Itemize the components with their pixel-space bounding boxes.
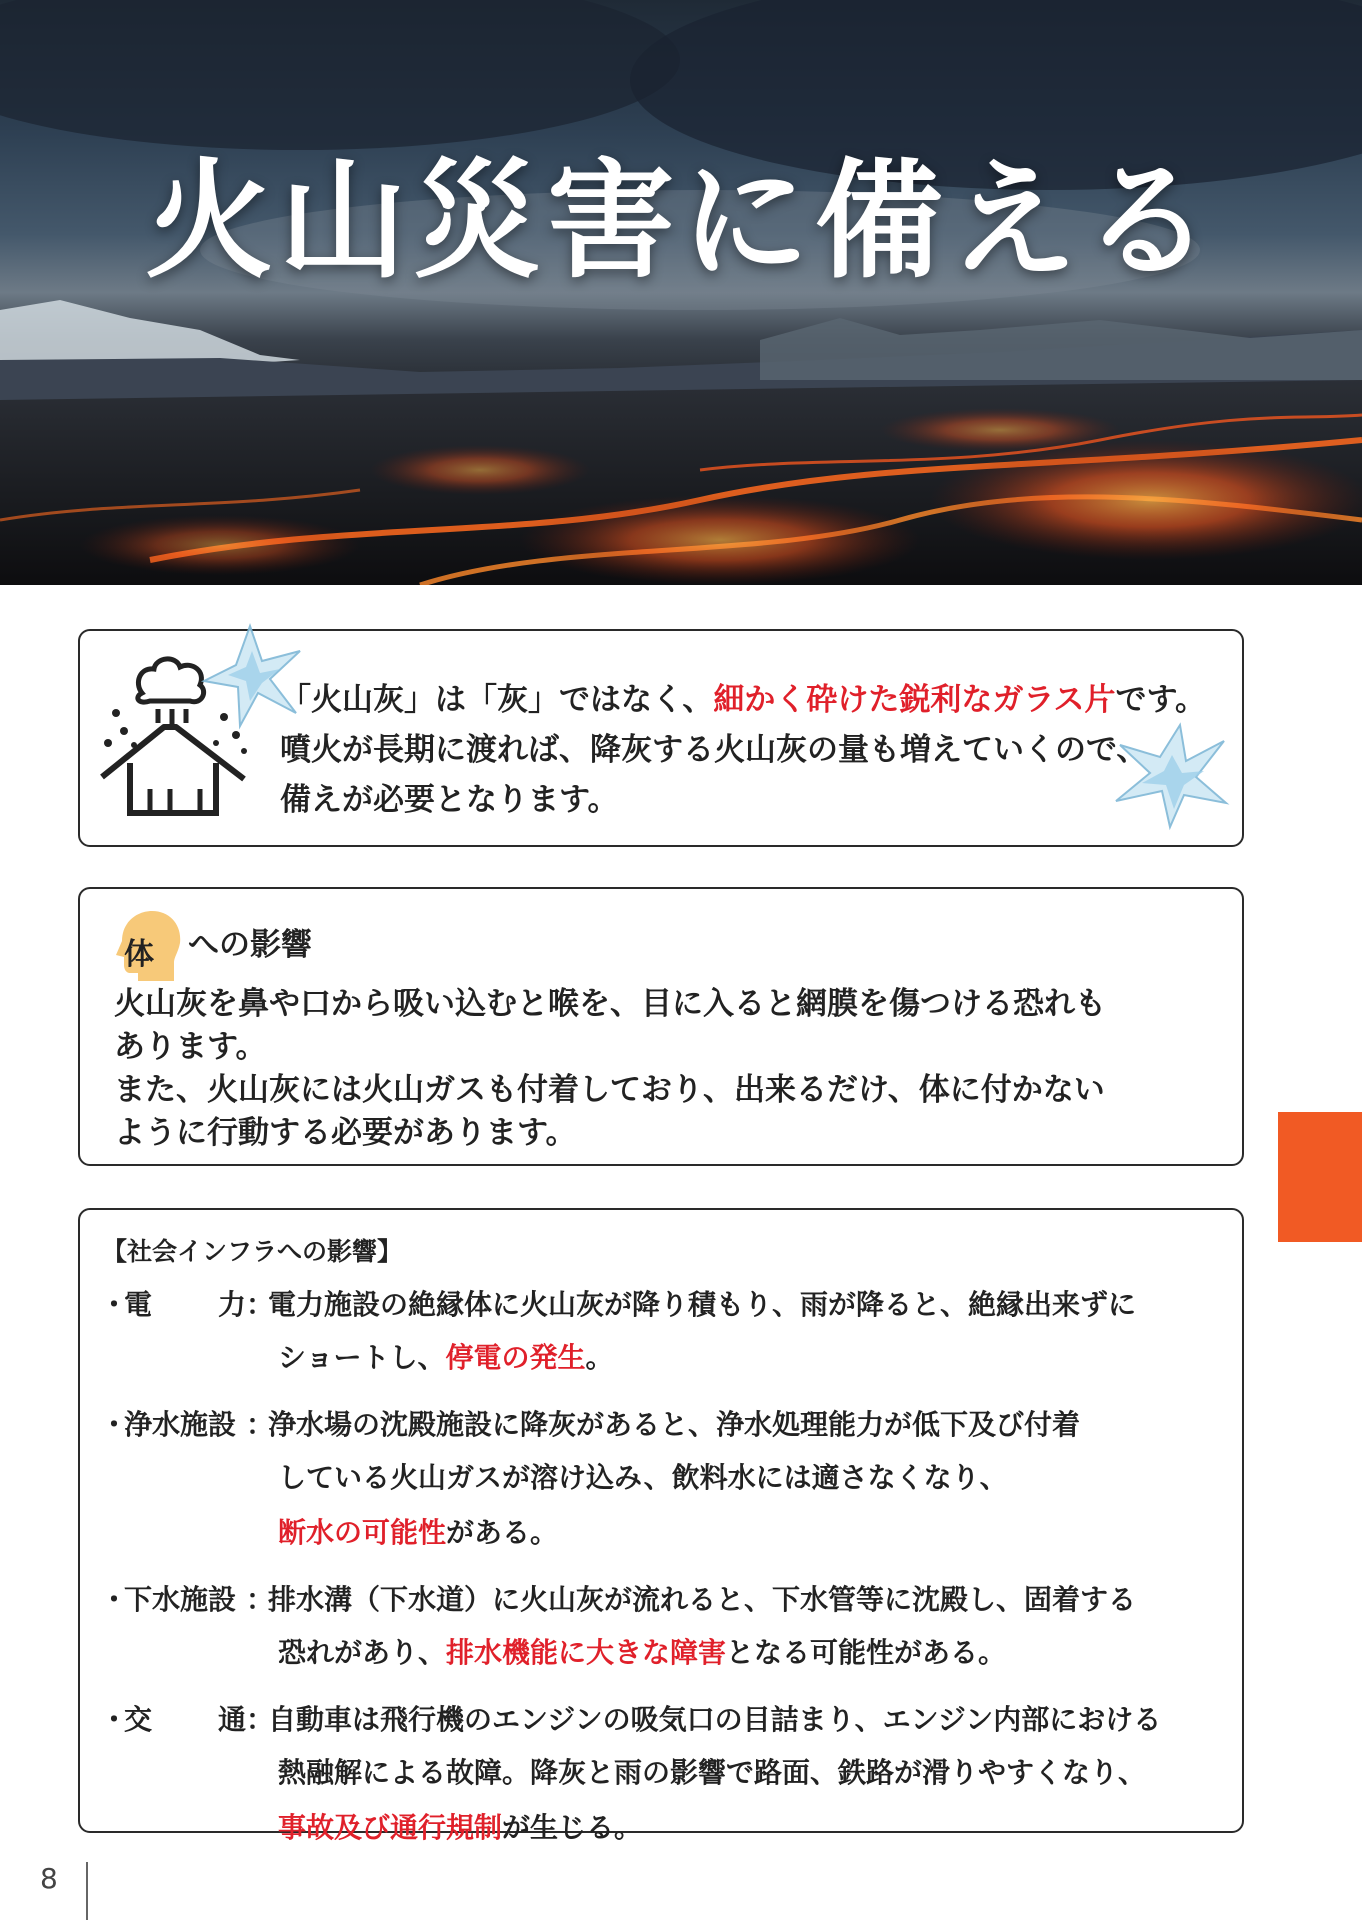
body-line: ように行動する必要があります。 (114, 1115, 577, 1151)
infrastructure-effects-box (78, 1208, 1244, 1844)
page-number: 8 (40, 1862, 58, 1895)
item-label: 下水施設 (124, 1583, 237, 1616)
intro-line-2: 噴火が長期に渡れば、降灰する火山灰の量も増えていくので、 (280, 732, 1148, 768)
list-item-sewage: ・ 下水施設 ： 排水溝（下水道）に火山灰が流れると、下水管等に沈殿し、固着する 恐れがあり、排水機能に大きな障害となる可能性がある。 (100, 1575, 1222, 1683)
highlight-text: 事故及び通行規制 (278, 1811, 503, 1844)
intro-line-1: 「火山灰」は「灰」ではなく、細かく砕けた鋭利なガラス片です。 (280, 682, 1206, 718)
item-label: 電 力 (124, 1288, 246, 1321)
item-text: 排水溝（下水道）に火山灰が流れると、下水管等に沈殿し、固着する (268, 1583, 1137, 1616)
item-text: 事故及び通行規制が生じる。 (278, 1811, 643, 1844)
list-item-water-purification: ・ 浄水施設 ： 浄水場の沈殿施設に降灰があると、浄水処理能力が低下及び付着 している火山ガスが溶け込み、飲料水には適さなくなり、 断水の可能性がある。 (100, 1400, 1222, 1563)
section-tab (1278, 1112, 1362, 1242)
item-text: 自動車は飛行機のエンジンの吸気口の目詰まり、エンジン内部における (268, 1703, 1162, 1736)
bullet: ・ (100, 1288, 129, 1321)
item-text: 熱融解による故障。降灰と雨の影響で路面、鉄路が滑りやすくなり、 (278, 1756, 1147, 1789)
body-effects-box (78, 887, 1244, 1166)
bullet: ・ (100, 1408, 129, 1441)
list-item-power: ・ 電 力 ： 電力施設の絶縁体に火山灰が降り積もり、雨が降ると、絶縁出来ずに ショートし、停電の発生。 (100, 1280, 1222, 1388)
divider (86, 1862, 88, 1920)
body-line: あります。 (114, 1029, 267, 1065)
item-text: 断水の可能性がある。 (278, 1516, 559, 1549)
infra-list (100, 1280, 1222, 1870)
body-icon-char: 体 (124, 937, 154, 972)
highlight-text: 細かく砕けた鋭利なガラス片 (713, 682, 1116, 718)
body-line: 火山灰を鼻や口から吸い込むと喉を、目に入ると網膜を傷つける恐れも (114, 986, 1106, 1022)
item-text: 恐れがあり、排水機能に大きな障害となる可能性がある。 (278, 1636, 1007, 1669)
intro-text (280, 675, 1206, 825)
item-label: 浄水施設 (124, 1408, 237, 1441)
list-item-traffic: ・ 交 通 ： 自動車は飛行機のエンジンの吸気口の目詰まり、エンジン内部における 熱融解による故障。降灰と雨の影響で路面、鉄路が滑りやすくなり、 事故及び通行規制が生じる。 (100, 1695, 1222, 1858)
body-section-text (114, 983, 1212, 1155)
item-text: ショートし、停電の発生。 (278, 1341, 614, 1374)
intro-line-3: 備えが必要となります。 (280, 782, 619, 818)
page-title: 火山災害に備える (144, 147, 1217, 296)
body-line: また、火山灰には火山ガスも付着しており、出来るだけ、体に付かない (114, 1072, 1105, 1108)
item-text: している火山ガスが溶け込み、飲料水には適さなくなり、 (278, 1461, 1008, 1494)
bullet: ・ (100, 1583, 129, 1616)
volcanic-ash-intro-box (78, 629, 1244, 847)
hero-image (0, 0, 1362, 585)
highlight-text: 排水機能に大きな障害 (446, 1636, 727, 1669)
infra-section-title: 【社会インフラへの影響】 (102, 1237, 403, 1266)
item-text: 電力施設の絶縁体に火山灰が降り積もり、雨が降ると、絶縁出来ずに (268, 1288, 1137, 1321)
highlight-text: 断水の可能性 (278, 1516, 447, 1549)
body-section-heading: への影響 (188, 927, 312, 963)
item-label: 交 通 (124, 1703, 246, 1736)
item-text: 浄水場の沈殿施設に降灰があると、浄水処理能力が低下及び付着 (268, 1408, 1081, 1441)
bullet: ・ (100, 1703, 129, 1736)
highlight-text: 停電の発生 (445, 1341, 586, 1374)
